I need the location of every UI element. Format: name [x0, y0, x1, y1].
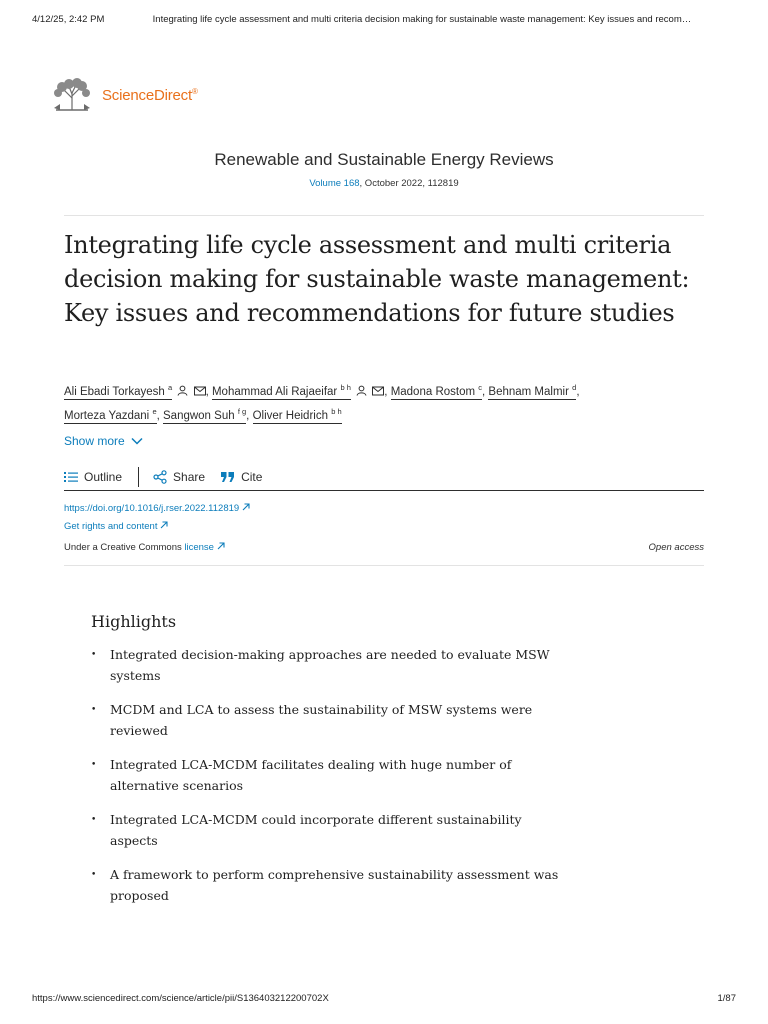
author-link[interactable]: Sangwon Suh $^{f g}$ — [163, 406, 247, 422]
article-toolbar — [64, 464, 704, 491]
doi-link[interactable]: https://doi.org/10.1016/j.rser.2022.112819 — [64, 500, 250, 518]
license-prefix: Under a Creative Commons — [64, 542, 185, 553]
external-link-icon — [217, 542, 225, 550]
email-icon[interactable] — [194, 386, 206, 396]
author-link[interactable]: Ali Ebadi Torkayesh $^a$ — [64, 383, 173, 398]
quote-icon — [221, 471, 235, 483]
author-link[interactable]: Behnam Malmir $^d$ — [488, 383, 577, 398]
person-icon[interactable] — [177, 385, 188, 396]
list-item: • Integrated LCA-MCDM could incorporate different sustainability aspects — [91, 810, 571, 851]
list-item: • Integrated LCA-MCDM facilitates dealing with huge number of alternative scenarios — [91, 755, 571, 796]
print-header — [32, 14, 736, 25]
author-link[interactable]: Madona Rostom $^c$ — [390, 383, 483, 398]
email-icon[interactable] — [372, 386, 384, 396]
list-icon — [64, 471, 78, 483]
cite-button[interactable] — [221, 470, 262, 484]
divider — [64, 565, 704, 566]
issue-info: , October 2022, 112819 — [359, 178, 459, 189]
toolbar-separator — [138, 467, 139, 487]
open-access-badge: Open access — [648, 542, 704, 553]
show-more-label: Show more — [64, 434, 125, 448]
list-item: • A framework to perform comprehensive sustainability assessment was proposed — [91, 865, 571, 906]
print-page-title: Integrating life cycle assessment and multi criteria decision making for sustainable waste management: Key issues and recom… — [152, 14, 692, 25]
print-footer — [32, 993, 736, 1004]
volume-link[interactable]: Volume 168 — [309, 178, 360, 189]
outline-button[interactable] — [64, 470, 122, 484]
show-more-button[interactable] — [64, 434, 143, 448]
license-link[interactable]: license — [184, 542, 224, 553]
author-link[interactable]: Mohammad Ali Rajaeifar $^{b h}$ — [211, 383, 351, 398]
journal-info — [64, 150, 704, 189]
article-title: Integrating life cycle assessment and multi criteria decision making for sustainable waste management: Key issues and recommendations for future studies — [64, 231, 690, 327]
article-links — [64, 500, 250, 536]
print-datetime: 4/12/25, 2:42 PM — [32, 14, 105, 25]
share-button[interactable] — [153, 470, 205, 484]
highlights-list — [91, 645, 571, 906]
print-url: https://www.sciencedirect.com/science/article/pii/S136403212200702X — [32, 993, 329, 1004]
sciencedirect-logo[interactable] — [50, 78, 198, 112]
highlights-section — [91, 612, 571, 920]
chevron-down-icon — [131, 437, 143, 445]
share-label: Share — [173, 470, 206, 484]
author-list: Ali Ebadi Torkayesh $^a$ , Mohammad Ali Rajaeifar $^{b h}$ , Madona Rostom $^c$, Behnam Malmir $^d$, Morteza Yazdani $^e$, Sangwon Suh $^{f g}$, Oliver Heidrich $^{b h}$ — [64, 383, 580, 422]
person-icon[interactable] — [356, 385, 367, 396]
author-link[interactable]: Morteza Yazdani $^e$ — [64, 406, 157, 422]
page-number: 1/87 — [717, 993, 736, 1004]
elsevier-tree-icon — [50, 78, 94, 112]
journal-title[interactable]: Renewable and Sustainable Energy Reviews — [214, 150, 554, 169]
external-link-icon — [242, 503, 250, 511]
outline-label: Outline — [84, 470, 123, 484]
brand-name: ScienceDirect — [102, 86, 192, 104]
divider — [64, 215, 704, 216]
journal-issue — [64, 178, 704, 189]
brand-mark: ® — [191, 86, 198, 96]
list-item: • Integrated decision-making approaches are needed to evaluate MSW systems — [91, 645, 571, 686]
highlights-heading: Highlights — [91, 612, 177, 631]
list-item: • MCDM and LCA to assess the sustainability of MSW systems were reviewed — [91, 700, 571, 741]
external-link-icon — [160, 521, 168, 529]
author-link[interactable]: Oliver Heidrich $^{b h}$ — [252, 406, 342, 422]
share-icon — [153, 470, 167, 484]
cite-label: Cite — [241, 470, 263, 484]
rights-link[interactable]: Get rights and content — [64, 518, 250, 536]
license-row — [64, 542, 704, 553]
